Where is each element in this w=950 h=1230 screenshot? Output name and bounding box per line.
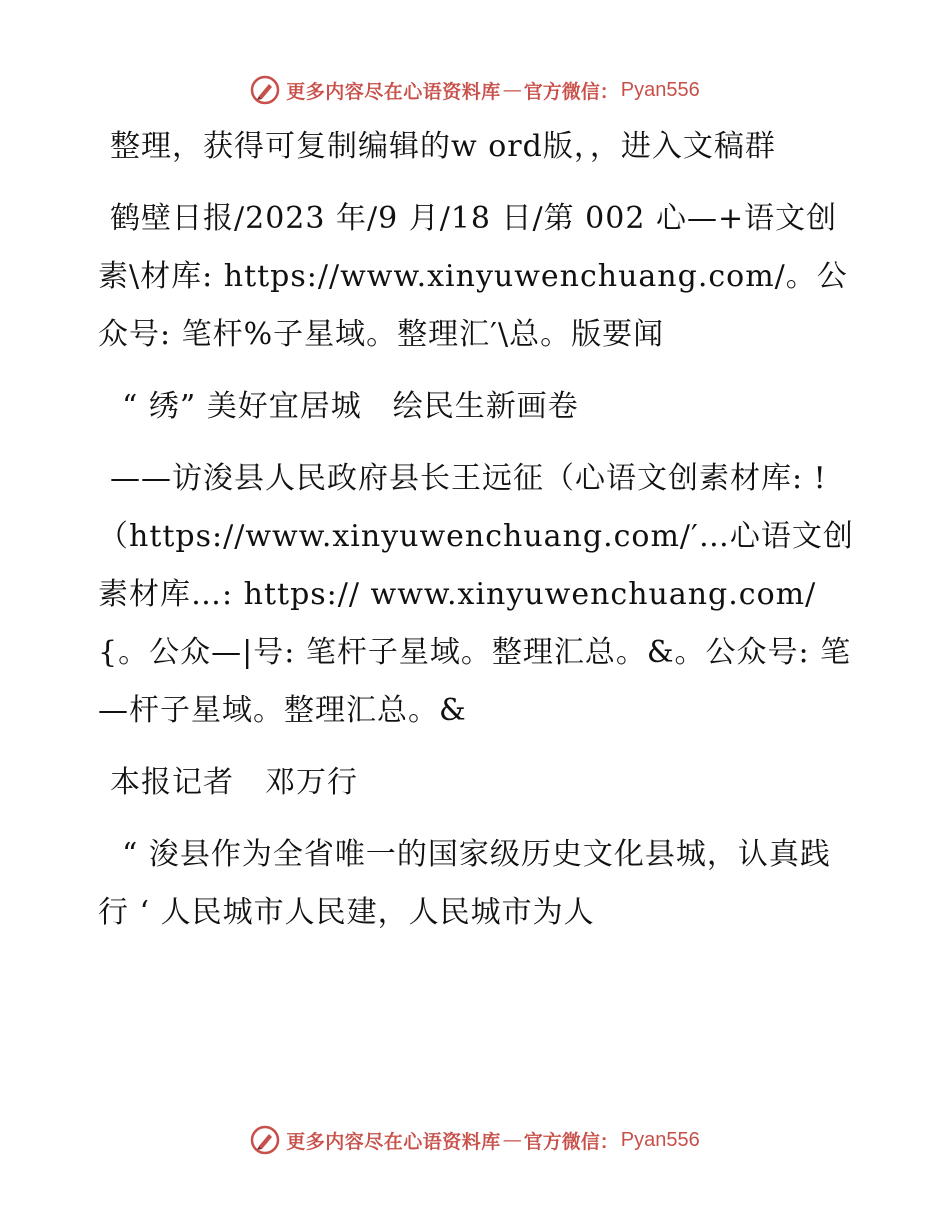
- footer-official-label: 官方微信：: [523, 1130, 619, 1153]
- article-headline: [98, 378, 858, 436]
- banner-dash: —: [502, 79, 522, 101]
- footer-banner: [0, 1120, 950, 1160]
- pen-logo-icon: [250, 1125, 280, 1155]
- paragraph-source-text: 鹤壁日报/2023 年/9 月/18 日/第 002 心—+语文创素\材库: https://www.xinyuwenchuang.com/。公众号: 笔杆%子星域。整理汇′\总。版要闻: [98, 201, 848, 352]
- footer-slogan: 更多内容尽在心语资料库: [286, 1130, 501, 1153]
- byline: [98, 754, 858, 812]
- header-banner: [0, 70, 950, 110]
- footer-wechat-id: Pyan556: [620, 1128, 700, 1151]
- banner-wechat-id: Pyan556: [620, 78, 700, 101]
- paragraph-lead-text: “ 浚县作为全省唯一的国家级历史文化县城，认真践行 ‘ 人民城市人民建，人民城市为人: [98, 837, 831, 930]
- pen-logo-icon: [250, 75, 280, 105]
- banner-slogan: 更多内容尽在心语资料库: [286, 80, 501, 103]
- byline-text: 本报记者 邓万行: [110, 765, 358, 800]
- article-subheadline: [98, 450, 858, 740]
- paragraph-source: [98, 190, 858, 364]
- document-body: [98, 118, 858, 956]
- footer-dash: —: [502, 1129, 522, 1151]
- paragraph-lead: [98, 826, 858, 942]
- paragraph-intro-text: 整理，获得可复制编辑的w ord版，，进入文稿群: [110, 129, 776, 164]
- article-subheadline-text: ——访浚县人民政府县长王远征（心语文创素材库: ! （https://www.xinyuwenchuang.com/′…心语文创素材库…: https:// www.xinyuwenchuang.com/{。公众—|号: 笔杆子星域。整理汇总。&。公众号: 笔—杆子星域。整理汇总。&: [98, 461, 854, 728]
- paragraph-intro: [98, 118, 858, 176]
- banner-official-label: 官方微信：: [523, 80, 619, 103]
- article-headline-text: “ 绣” 美好宜居城 绘民生新画卷: [122, 389, 579, 424]
